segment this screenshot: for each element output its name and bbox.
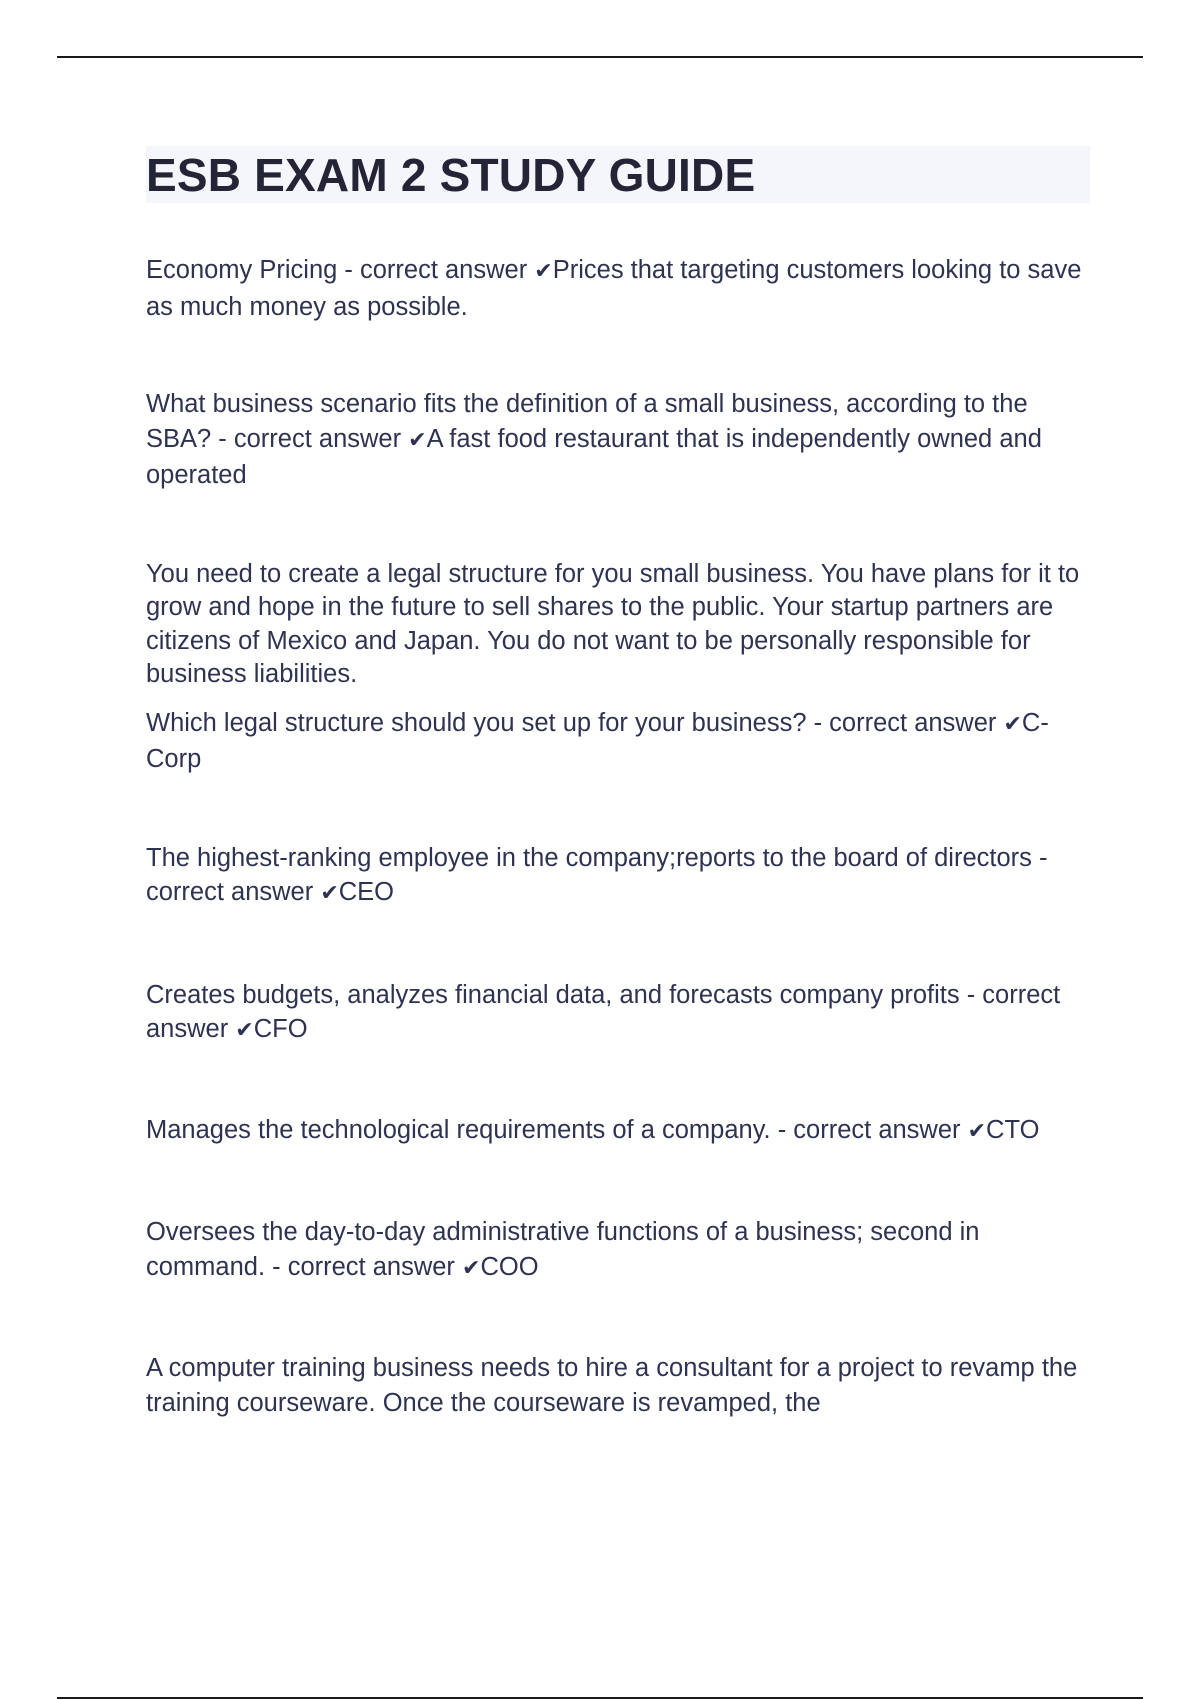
qa-item-ceo xyxy=(146,841,1090,912)
answer-text: C-Corp xyxy=(146,708,1049,773)
qa-item-cfo xyxy=(146,978,1090,1049)
qa-item-economy-pricing xyxy=(146,253,1090,324)
answer-text: COO xyxy=(480,1252,539,1281)
check-icon: ✔ xyxy=(408,427,427,453)
question-text: Creates budgets, analyzes financial data, and forecasts company profits - correct answer xyxy=(146,980,1061,1043)
question-text: Economy Pricing - correct answer xyxy=(146,256,535,284)
document-title: ESB EXAM 2 STUDY GUIDE xyxy=(146,148,756,201)
question-text: The highest-ranking employee in the company;reports to the board of directors - correct answer xyxy=(146,843,1048,906)
title-band xyxy=(146,146,1090,203)
question-text: Manages the technological requirements of a company. - correct answer xyxy=(146,1115,968,1144)
document-body xyxy=(146,146,1090,1420)
check-icon: ✔ xyxy=(1003,711,1022,737)
qa-item-small-business xyxy=(146,387,1090,493)
answer-text: Prices that targeting customers looking to save as much money as possible. xyxy=(146,256,1082,321)
check-icon: ✔ xyxy=(462,1255,481,1281)
qa-item-cto xyxy=(146,1113,1090,1150)
bottom-rule xyxy=(57,1697,1143,1699)
question-text: Oversees the day-to-day administrative functions of a business; second in command. - correct answer xyxy=(146,1218,980,1281)
qa-item-legal-structure xyxy=(146,706,1090,777)
answer-text: CFO xyxy=(253,1015,308,1043)
check-icon: ✔ xyxy=(967,1118,987,1144)
check-icon: ✔ xyxy=(320,881,339,906)
qa-item-coo xyxy=(146,1215,1090,1286)
check-icon: ✔ xyxy=(235,1018,254,1043)
answer-text: CEO xyxy=(338,878,395,906)
question-text: Which legal structure should you set up for your business? - correct answer xyxy=(146,708,1004,737)
qa-scenario-legal-structure: You need to create a legal structure for you small business. You have plans for it to grow and hope in the future to sell shares to the public. Your startup partners are citizens of Mexico and Japan. You do not want to be personally responsible for business liabilities. xyxy=(146,559,1080,688)
answer-text: CTO xyxy=(986,1115,1040,1144)
top-rule xyxy=(57,56,1143,58)
answer-text: A fast food restaurant that is independently owned and operated xyxy=(146,424,1042,489)
check-icon: ✔ xyxy=(534,259,553,284)
question-text: What business scenario fits the definition of a small business, according to the SBA? - correct answer xyxy=(146,390,1028,453)
qa-item-consultant: A computer training business needs to hire a consultant for a project to revamp the training courseware. Once the courseware is revamped, the xyxy=(146,1354,1078,1417)
